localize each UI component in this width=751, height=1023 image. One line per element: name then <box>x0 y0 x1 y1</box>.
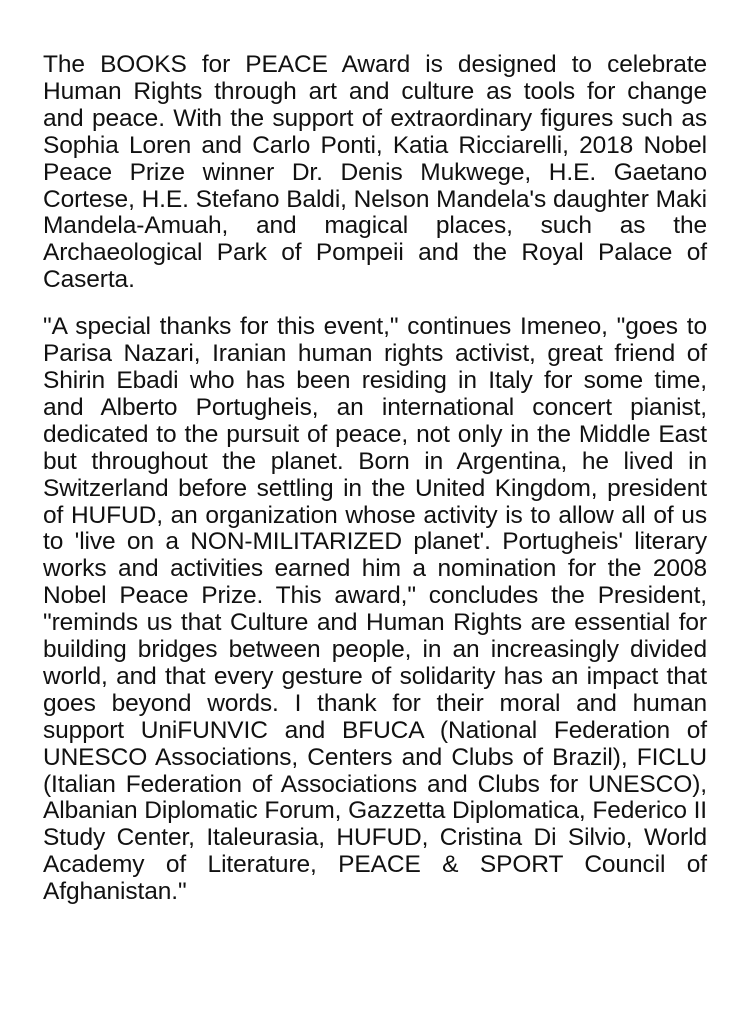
paragraph-acknowledgements: "A special thanks for this event," continues Imeneo, "goes to Parisa Nazari, Iranian human rights activist, great friend of Shirin Ebadi who has been residing in Italy for some time, and Alberto Portugheis, an international concert pianist, dedicated to the pursuit of peace, not only in the Middle East but throughout the planet. Born in Argentina, he lived in Switzerland before settling in the United Kingdom, president of HUFUD, an organization whose activity is to allow all of us to 'live on a NON-MILITARIZED planet'. Portugheis' literary works and activities earned him a nomination for the 2008 Nobel Peace Prize. This award," concludes the President, "reminds us that Culture and Human Rights are essential for building bridges between people, in an increasingly divided world, and that every gesture of solidarity has an impact that goes beyond words. I thank for their moral and human support UniFUNVIC and BFUCA (National Federation of UNESCO Associations, Centers and Clubs of Brazil), FICLU (Italian Federation of Associations and Clubs for UNESCO), Albanian Diplomatic Forum, Gazzetta Diplomatica, Federico II Study Center, Italeurasia, HUFUD, Cristina Di Silvio, World Academy of Literature, PEACE & SPORT Council of Afghanistan." <box>43 313 707 906</box>
document-body <box>43 52 707 906</box>
paragraph-award-description: The BOOKS for PEACE Award is designed to celebrate Human Rights through art and culture as tools for change and peace. With the support of extraordinary figures such as Sophia Loren and Carlo Ponti, Katia Ricciarelli, 2018 Nobel Peace Prize winner Dr. Denis Mukwege, H.E. Gaetano Cortese, H.E. Stefano Baldi, Nelson Mandela's daughter Maki Mandela-Amuah, and magical places, such as the Archaeological Park of Pompeii and the Royal Palace of Caserta. <box>43 51 707 294</box>
